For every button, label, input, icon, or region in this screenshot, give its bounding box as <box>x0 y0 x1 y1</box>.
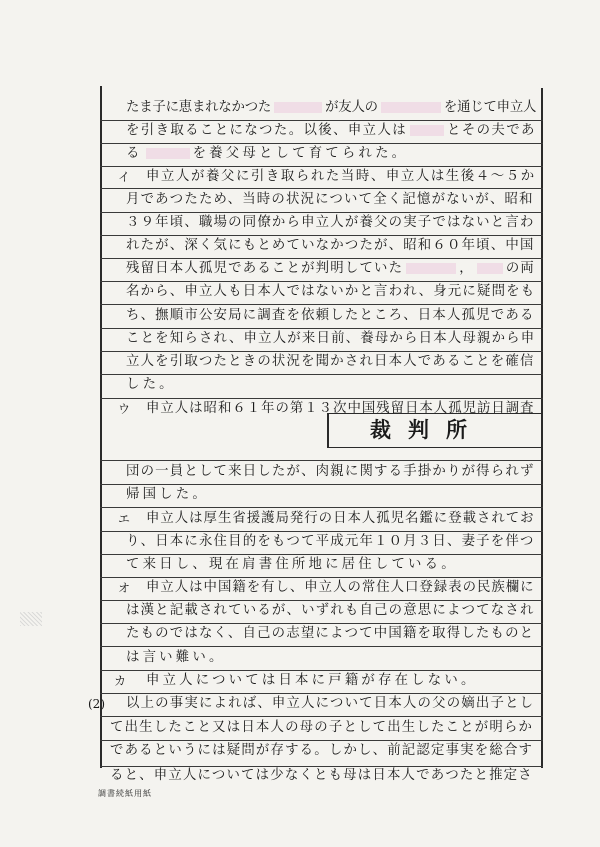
text-rule <box>100 258 543 259</box>
court-stamp: 裁判所 <box>370 417 484 442</box>
text-line: を引き取ることになつた。以後、申立人は とその夫であ <box>126 123 536 138</box>
text-rule <box>100 166 543 167</box>
text-line: 申立人が養父に引き取られた当時、申立人は生後４～５か <box>146 169 536 184</box>
text-rule <box>100 623 543 624</box>
text-rule <box>100 304 543 305</box>
text-rule <box>100 600 543 601</box>
text-line: り、日本に永住目的をもつて平成元年１０月３日、妻子を伴つ <box>126 534 535 549</box>
item-marker-e: エ <box>118 512 131 526</box>
text-line: 名から、申立人も日本人ではないかと言われ、身元に疑問をも <box>126 284 536 299</box>
text-rule <box>100 507 543 508</box>
text-rule <box>100 281 543 282</box>
item-marker-i: イ <box>118 170 131 184</box>
text-line: した。 <box>126 377 176 392</box>
footer-label: 調書続紙用紙 <box>98 789 152 798</box>
text-line: ３９年頃、職場の同僚から申立人が養父の実子ではないと言わ <box>126 215 535 230</box>
text-line: れたが、深く気にもとめていなかつたが、昭和６０年頃、中国 <box>126 238 535 253</box>
text-line: 申立人については日本に戸籍が存在しない。 <box>146 673 478 688</box>
text-line: 申立人は厚生省援護局発行の日本人孤児名鑑に登載されてお <box>146 511 535 526</box>
text-rule <box>100 235 543 236</box>
text-rule <box>100 212 543 213</box>
text-line: 立人を引取つたときの状況を聞かされ日本人であることを確信 <box>126 354 535 369</box>
item-marker-2: (2) <box>88 697 105 711</box>
text-rule <box>100 670 543 671</box>
text-line: ことを知らされ、申立人が来日前、養母から日本人母親から申 <box>126 331 536 346</box>
text-line: 団の一員として来日したが、肉親に関する手掛かりが得られず <box>126 464 535 479</box>
item-marker-u: ウ <box>118 402 131 416</box>
text-line: て出生したこと又は日本人の母の子として出生したことが明らか <box>110 720 534 735</box>
text-rule <box>100 374 543 375</box>
redaction <box>274 102 322 113</box>
text-line: 残留日本人孤児であることが判明していた ， の両 <box>126 261 536 276</box>
text-rule <box>100 460 543 461</box>
redaction <box>410 125 444 136</box>
text-rule <box>100 531 543 532</box>
text-rule <box>100 646 543 647</box>
text-rule <box>100 716 543 717</box>
text-rule <box>100 693 543 694</box>
text-rule <box>100 740 543 741</box>
text-line: は言い難い。 <box>126 650 226 665</box>
text-line: 申立人は昭和６１年の第１３次中国残留日本人孤児訪日調査 <box>146 401 535 416</box>
text-line: て来日し、現在肩書住所地に居住している。 <box>126 557 458 572</box>
text-rule <box>100 484 543 485</box>
text-rule <box>100 398 543 399</box>
text-line: たま子に恵まれなかつた が友人の を通じて申立人 <box>126 100 537 115</box>
item-marker-o: オ <box>118 581 131 595</box>
text-rule <box>100 351 543 352</box>
text-rule <box>100 577 543 578</box>
text-line: る を養父母として育てられた。 <box>126 146 409 161</box>
text-line: 以上の事実によれば、申立人について日本人の父の嫡出子とし <box>126 696 535 711</box>
text-line: ち、撫順市公安局に調査を依頼したところ、日本人孤児である <box>126 308 535 323</box>
text-rule <box>100 554 543 555</box>
redaction <box>381 102 441 113</box>
text-rule <box>100 143 543 144</box>
item-marker-ka: カ <box>114 674 127 688</box>
text-rule <box>100 188 543 189</box>
text-line: は漢と記載されているが、いずれも自己の意思によつてなされ <box>126 603 535 618</box>
text-rule <box>100 766 543 767</box>
text-line: 帰国した。 <box>126 487 209 502</box>
redaction <box>406 263 456 274</box>
text-rule <box>100 120 543 121</box>
redaction <box>477 263 503 274</box>
text-line: たものではなく、自己の志望によつて中国籍を取得したものと <box>126 626 535 641</box>
text-line: ると、申立人については少なくとも母は日本人であつたと推定さ <box>110 768 533 783</box>
text-line: であるというには疑問が存する。しかし、前記認定事実を総合す <box>110 743 534 758</box>
text-line: 申立人は中国籍を有し、申立人の常住人口登録表の民族欄に <box>146 580 535 595</box>
redaction <box>146 148 190 159</box>
text-line: 月であつたため、当時の状況について全く記憶がないが、昭和 <box>126 192 534 207</box>
text-rule <box>100 328 543 329</box>
paper-scuff <box>20 612 42 626</box>
